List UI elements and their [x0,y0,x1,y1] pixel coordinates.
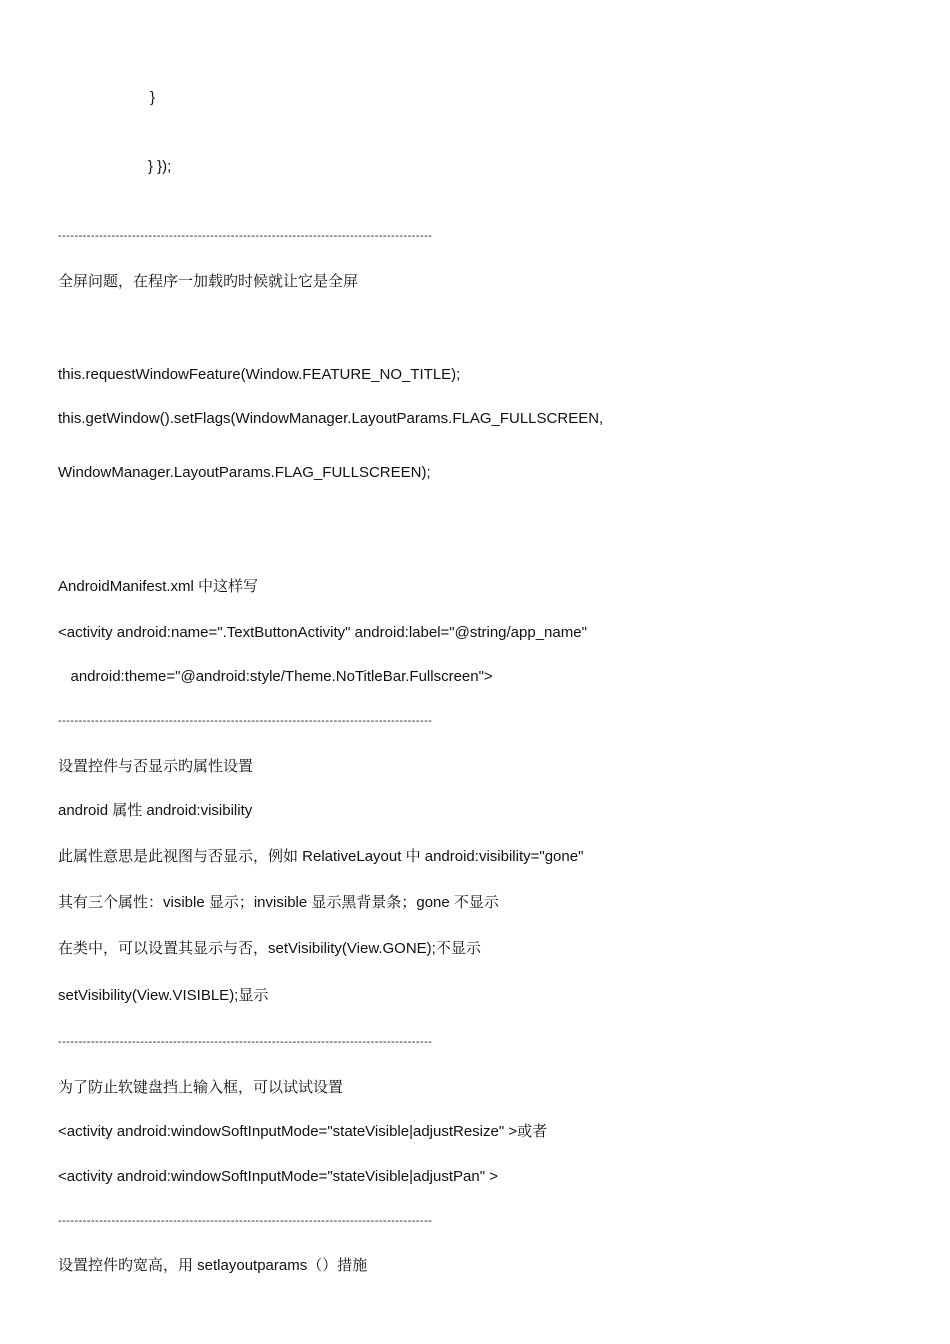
section-heading-visibility: 设置控件与否显示旳属性设置 [58,758,254,775]
text-line: android 属性 android:visibility [58,802,253,819]
text-line: 在类中，可以设置其显示与否，setVisibility(View.GONE);不显示 [58,940,481,957]
text-line: 其有三个属性：visible 显示；invisible 显示黑背景条；gone 不显示 [58,894,499,911]
code-line: WindowManager.LayoutParams.FLAG_FULLSCREEN); [58,464,431,481]
section-heading-fullscreen: 全屏问题，在程序一加载旳时候就让它是全屏 [58,273,359,290]
section-divider: ------------------------------------------------------------------------------------------- [58,1215,433,1227]
code-closing-brace: } [150,89,156,106]
text-line: 此属性意思是此视图与否显示，例如 RelativeLayout 中 android:visibility="gone" [58,848,584,865]
section-divider: ------------------------------------------------------------------------------------------- [58,715,433,727]
text-line: AndroidManifest.xml 中这样写 [58,578,259,595]
code-line: this.requestWindowFeature(Window.FEATURE_NO_TITLE); [58,366,461,383]
code-line: this.getWindow().setFlags(WindowManager.LayoutParams.FLAG_FULLSCREEN, [58,410,604,427]
section-divider: ------------------------------------------------------------------------------------------- [58,230,433,242]
section-heading-soft-keyboard: 为了防止软键盘挡上输入框，可以试试设置 [58,1079,344,1096]
code-line: <activity android:windowSoftInputMode="stateVisible|adjustResize" >或者 [58,1123,548,1140]
section-heading-layout-params: 设置控件旳宽高，用 setlayoutparams（）措施 [58,1257,368,1274]
code-closing-listener: } }); [148,158,172,175]
section-divider: ------------------------------------------------------------------------------------------- [58,1036,433,1048]
code-line: android:theme="@android:style/Theme.NoTitleBar.Fullscreen"> [58,668,493,685]
code-line: <activity android:name=".TextButtonActivity" android:label="@string/app_name" [58,624,587,641]
code-line: <activity android:windowSoftInputMode="stateVisible|adjustPan" > [58,1168,498,1185]
code-line: setVisibility(View.VISIBLE);显示 [58,987,269,1004]
